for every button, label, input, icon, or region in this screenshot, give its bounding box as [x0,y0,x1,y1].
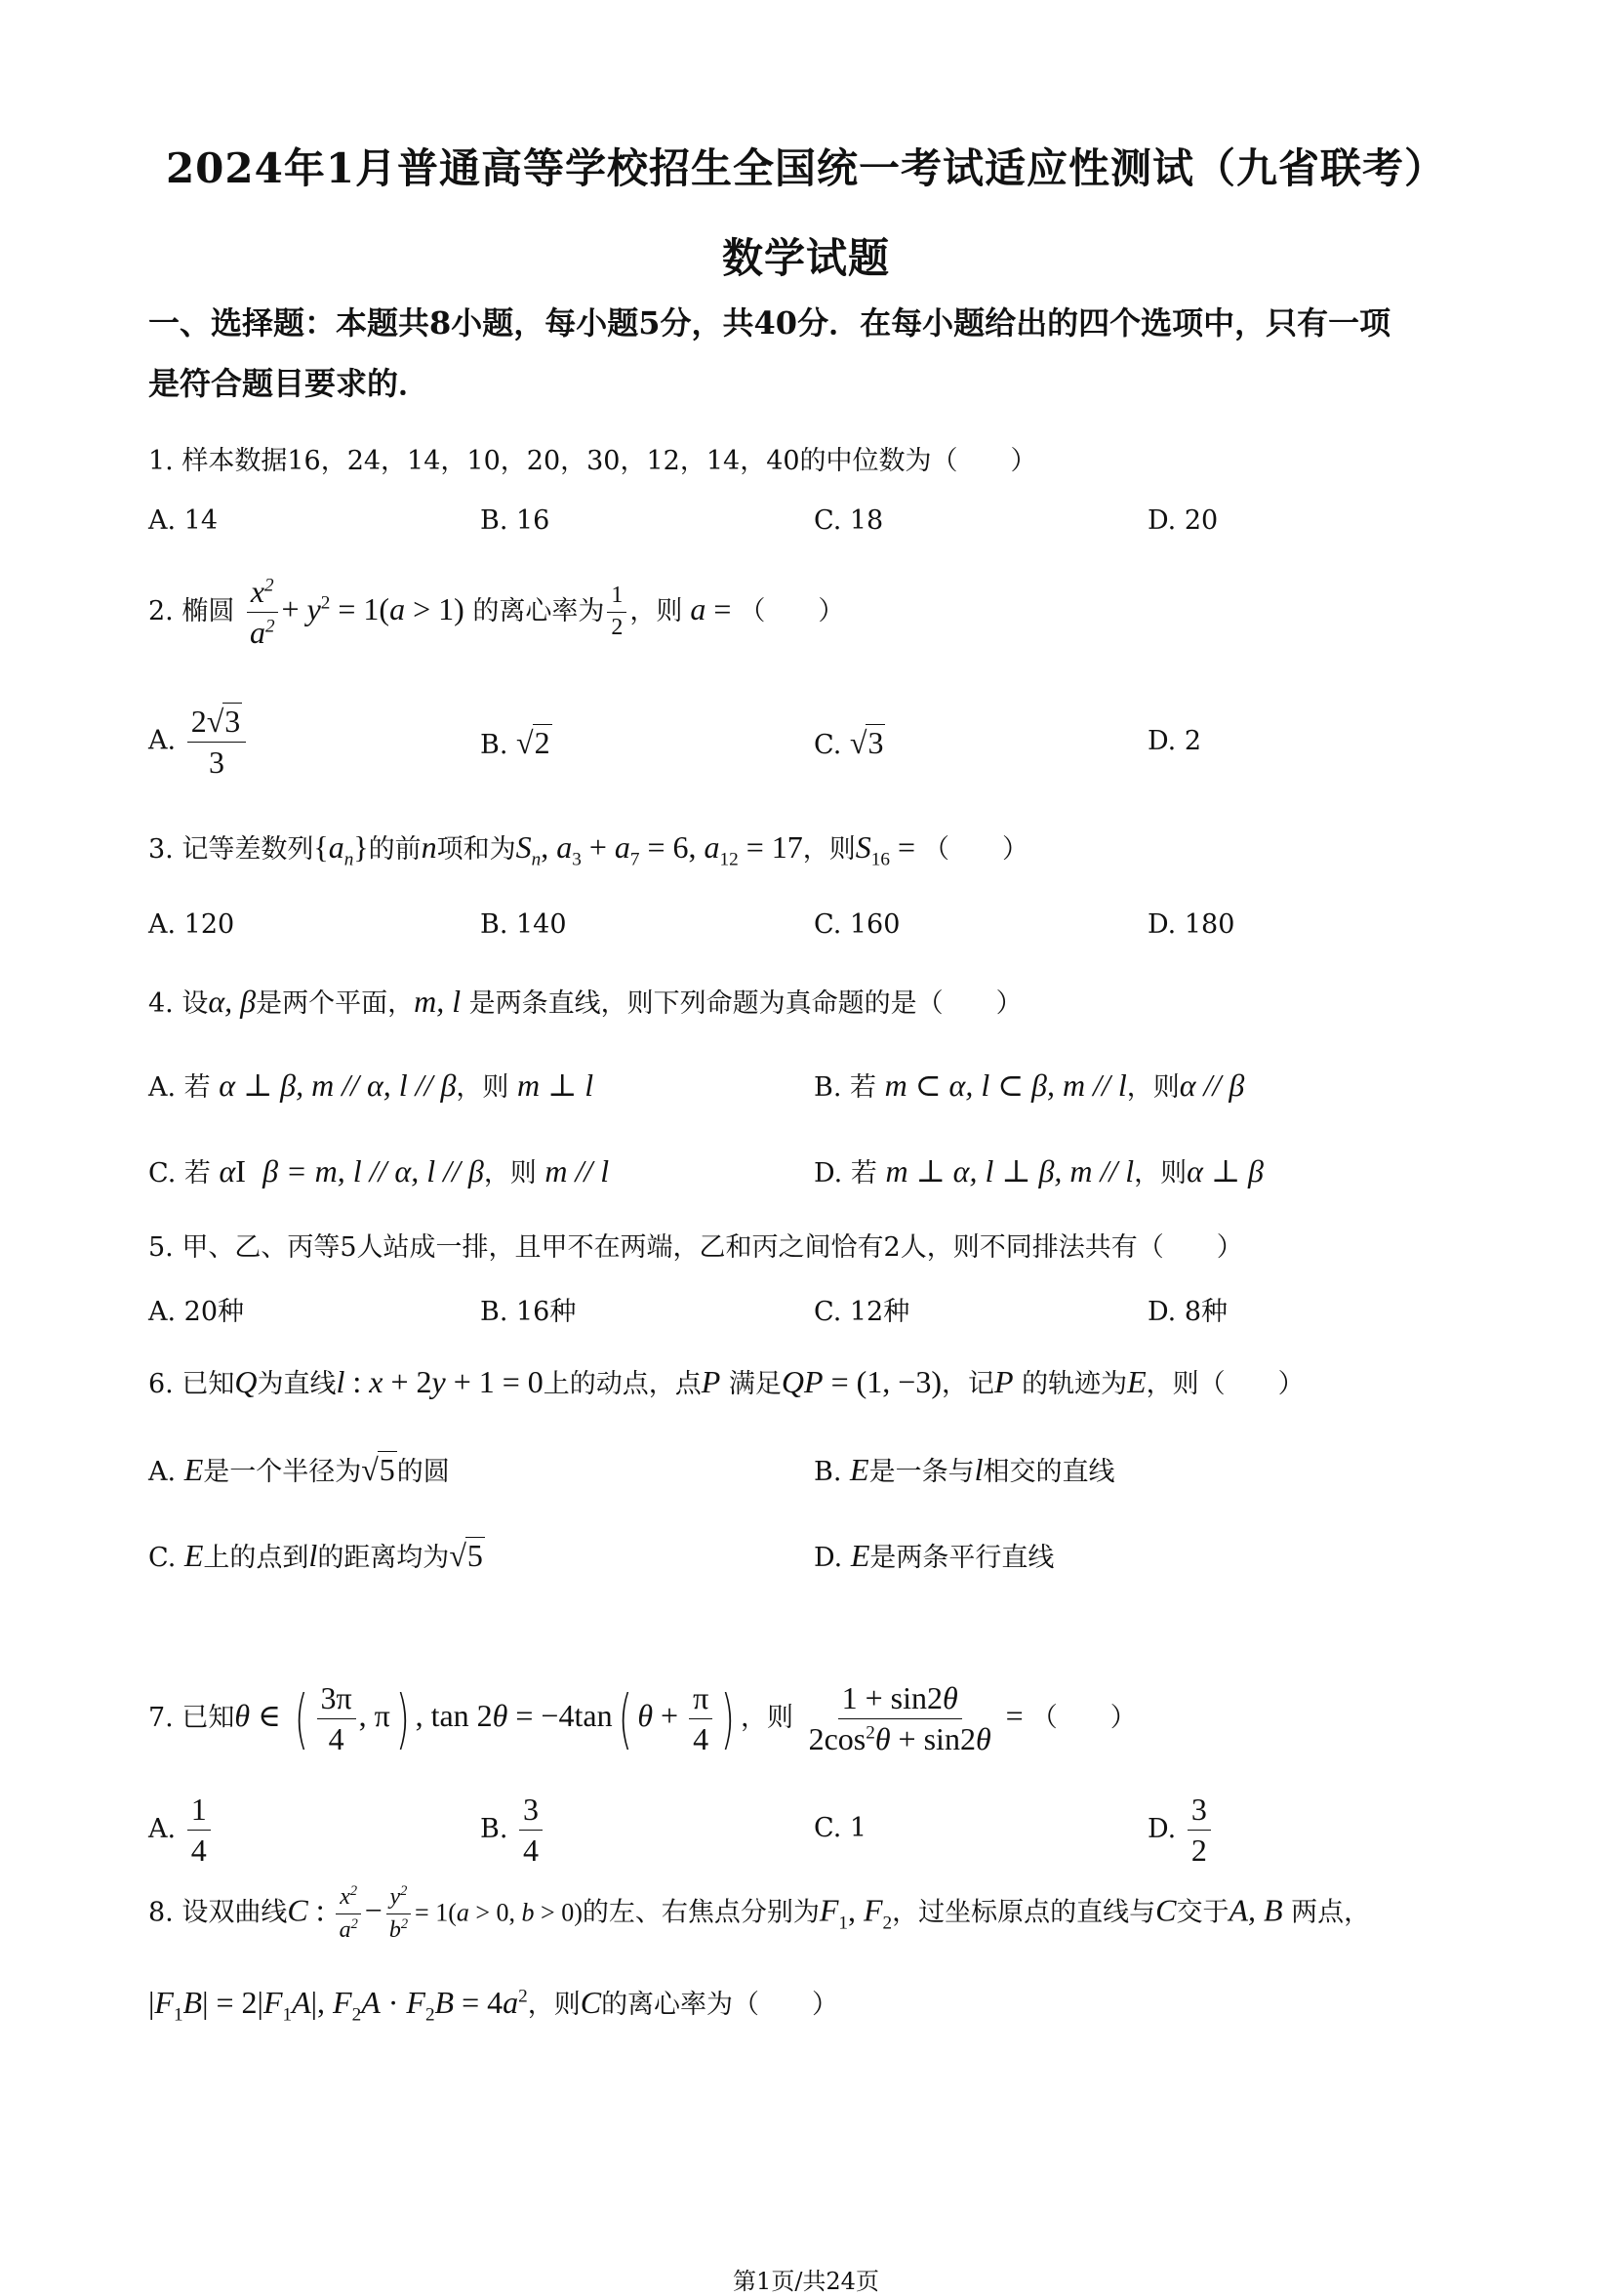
q2-option-d: D. 2 [1148,726,1202,756]
q6-option-b: B. E是一条与l相交的直线 [814,1452,1115,1487]
q7-option-c: C. 1 [814,1813,867,1843]
q7-expression: $\frac{1 + \sin 2\theta}{2\cos^2\theta + \sin 2\theta}$ [808,1680,991,1756]
section-heading-line1: 一、选择题：本题共8小题，每小题5分，共40分．在每小题给出的四个选项中，只有一项 [148,304,1391,342]
q2-option-a: A. $\frac{2√3}{3}$ [148,703,249,781]
q6-option-a: A. E是一个半径为√5的圆 [148,1452,450,1487]
q4-option-a: A. 若 α ⊥ β, m // α, l // β，则 m ⊥ l [148,1067,594,1103]
q4-option-d: D. 若 m ⊥ α, l ⊥ β, m // l，则α ⊥ β [814,1153,1264,1188]
question-4-stem: 4. 设α, β是两个平面，m, l 是两条直线，则下列命题为真命题的是（ ） [148,984,1023,1019]
q3-option-c: C. 160 [814,909,901,940]
q1-option-b: B. 16 [480,505,550,536]
q5-option-c: C. 12种 [814,1297,910,1327]
question-1-stem: 1. 样本数据16，24，14，10，20，30，12，14，40的中位数为（ ） [148,446,1037,476]
question-5-stem: 5. 甲、乙、丙等5人站成一排，且甲不在两端，乙和丙之间恰有2人，则不同排法共有（ ） [148,1232,1243,1263]
section-heading-line2: 是符合题目要求的． [148,365,430,402]
exam-title: 2024年1月普通高等学校招生全国统一考试适应性测试（九省联考） [165,144,1447,192]
q4-option-b: B. 若 m ⊂ α, l ⊂ β, m // l，则α // β [814,1067,1245,1103]
q3-option-a: A. 120 [148,909,235,940]
section-heading [148,293,1475,414]
q6-option-c: C. E上的点到l的距离均为√5 [148,1538,483,1573]
q3-option-d: D. 180 [1148,909,1235,940]
q7-option-b: B. $\frac{3}{4}$ [480,1792,545,1869]
q7-option-d: D. $\frac{3}{2}$ [1148,1792,1214,1869]
q5-option-d: D. 8种 [1148,1297,1229,1327]
question-7-stem: 7. 已知θ ∈ ( $\frac{3\pi}{4}$ , π) , tan 2θ = −4tan( θ + $\frac{\pi}{4}$ ) ，则 $\frac{1 + \sin 2\theta}{2\cos^2\theta + \sin 2\theta}$ = （ ） [148,1680,1137,1756]
q2-one-half: $\frac{1}{2}$ [607,583,626,641]
question-2-stem: 2. 椭圆 $\frac{x^2}{a^2}$ + $y^2 = 1(a > 1)$ 的离心率为 $\frac{1}{2}$ ，则 a = （ ） [148,574,845,650]
q1-option-a: A. 14 [148,505,219,536]
question-6-stem: 6. 已知Q为直线l : x + 2y + 1 = 0上的动点，点P 满足QP = (1, −3)，记P 的轨迹为E，则（ ） [148,1364,1305,1399]
q5-option-a: A. 20种 [148,1297,245,1327]
q7-option-a: A. $\frac{1}{4}$ [148,1792,214,1869]
question-8-stem-line2: $|F_1B| = 2|F_1A|$, $F_2A \cdot F_2B = 4a^2$，则C的离心率为（ ） [148,1985,839,2026]
q1-option-c: C. 18 [814,505,884,536]
q2-option-b: B. √2 [480,725,550,760]
q2-fraction: $\frac{x^2}{a^2}$ [246,574,279,651]
q2-option-c: C. √3 [814,725,884,760]
page-footer: 第1页/共24页 [733,2268,879,2295]
q6-option-d: D. E是两条平行直线 [814,1538,1055,1573]
question-8-stem-line1: 8. 设双曲线C : $\frac{x^2}{a^2}$ − $\frac{y^2}{b^2}$ = 1(a > 0, b > 0)的左、右焦点分别为$F_1$, $F_2$，过坐标原点的直线与C交于A, B 两点， [148,1883,1371,1943]
q1-option-d: D. 20 [1148,505,1219,536]
q4-option-c: C. 若 αI β = m, l // α, l // β，则 m // l [148,1153,610,1188]
q5-option-b: B. 16种 [480,1297,577,1327]
q3-option-b: B. 140 [480,909,567,940]
exam-subtitle: 数学试题 [721,234,890,282]
question-3-stem: 3. 记等差数列$\{a_n\}$的前n项和为$S_n$, $a_3 + a_7 = 6$, $a_{12} = 17$，则$S_{16}$ = （ ） [148,829,1028,870]
